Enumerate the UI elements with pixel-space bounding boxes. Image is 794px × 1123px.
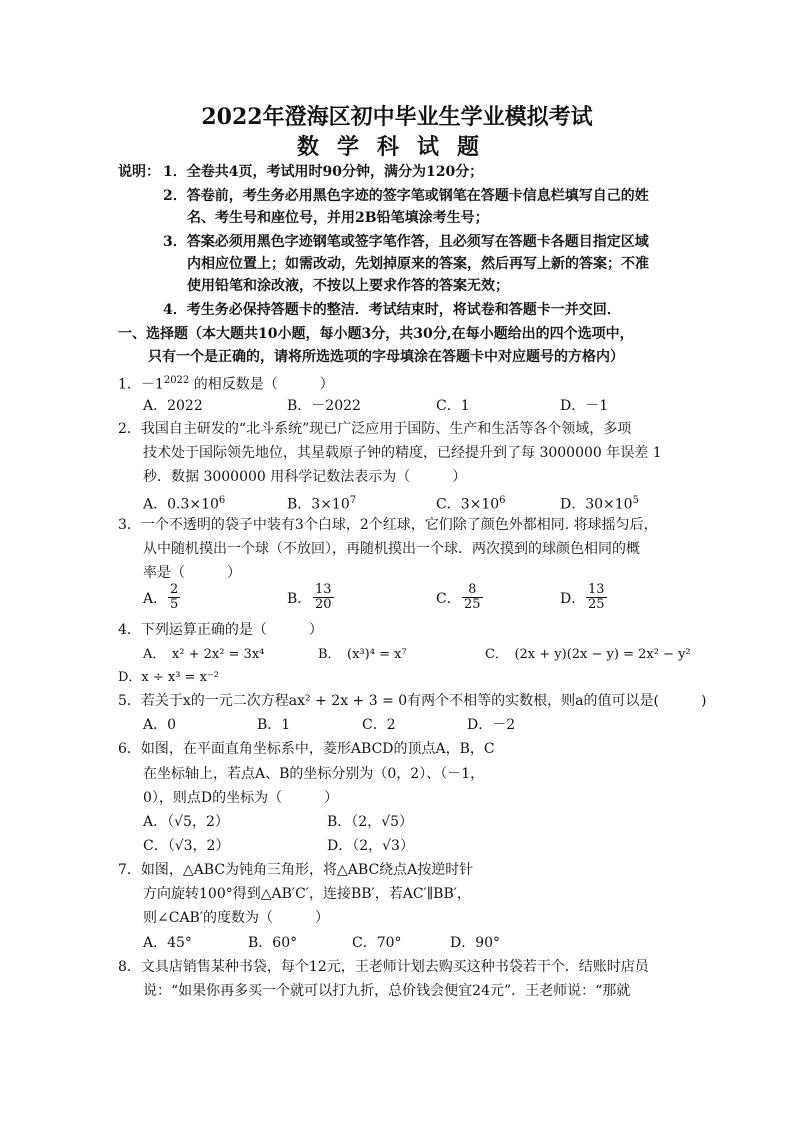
q3-line-1: 3．一个不透明的袋子中装有3个白球，2个红球，它们除了颜色外都相同. 将球摇匀后， xyxy=(118,517,658,533)
q4-option-d: D．x ÷ x³ = x⁻² xyxy=(118,670,220,685)
q2-option-d-base: D．30×10 xyxy=(560,496,633,513)
q7-option-a: A．45° xyxy=(143,935,192,951)
q3-option-d-numerator: 13 xyxy=(588,582,605,597)
exam-title: 2022年澄海区初中毕业生学业模拟考试 xyxy=(201,104,593,130)
q2-option-a-exp: 6 xyxy=(218,495,226,506)
q1-option-c: C．1 xyxy=(436,398,470,414)
q5-option-d: D．－2 xyxy=(467,717,516,733)
q3-option-a-denominator: 5 xyxy=(170,597,179,612)
q5-option-c: C．2 xyxy=(362,717,396,733)
q1-stem-prefix: 1．－1 xyxy=(118,376,164,393)
instruction-2b: 名、考生号和座位号，并用2B铅笔填涂考生号； xyxy=(187,210,489,226)
q6-option-a: A．（√5，2） xyxy=(143,814,229,830)
q3-option-d-fraction xyxy=(586,583,607,612)
q3-line-3: 率是（ ） xyxy=(143,565,241,581)
section-heading-2: 只有一个是正确的，请将所选选项的字母填涂在答题卡中对应题号的方格内） xyxy=(148,349,624,365)
q2-option-c-exp: 6 xyxy=(499,495,506,506)
q3-option-b-denominator: 20 xyxy=(315,597,332,612)
q7-option-b: B．60° xyxy=(248,935,298,951)
q6-option-c: C．（√3，2） xyxy=(143,838,230,854)
q4-stem: 4．下列运算正确的是（ ） xyxy=(118,622,323,638)
q4-option-b: B． (x³)⁴ = x⁷ xyxy=(318,647,407,662)
q6-line-2: 在坐标轴上，若点A、B的坐标分别为（0，2）、（－1， xyxy=(143,766,485,782)
q2-option-b-exp: 7 xyxy=(349,495,357,506)
instruction-2: 2．答卷前，考生务必用黑色字迹的签字笔或钢笔在答题卡信息栏填写自己的姓 xyxy=(163,188,649,204)
q8-line-1: 8．文具店销售某种书袋，每个12元，王老师计划去购买这种书袋若干个．结账时店员 xyxy=(118,959,649,975)
q3-option-a-numerator: 2 xyxy=(170,582,179,597)
q1-stem xyxy=(118,372,334,394)
q3-option-c-denominator: 25 xyxy=(464,597,481,612)
q3-option-c-numerator: 8 xyxy=(468,582,477,597)
q2-option-a xyxy=(143,492,225,514)
q6-option-b: B．（2，√5） xyxy=(327,814,414,830)
q4-option-c: C． (2x + y)(2x − y) = 2x² − y² xyxy=(485,647,691,662)
q6-line-3: 0），则点D的坐标为（ ） xyxy=(143,790,339,806)
q5-option-b: B．1 xyxy=(257,717,291,733)
instructions-label: 说明： xyxy=(118,164,160,180)
instruction-4: 4．考生务必保持答题卡的整洁．考试结束时，将试卷和答题卡一并交回． xyxy=(163,302,621,318)
instruction-3b: 内相应位置上；如需改动，先划掉原来的答案，然后再写上新的答案；不准 xyxy=(187,256,649,272)
section-heading: 一、选择题（本大题共10小题，每小题3分，共30分,在每小题给出的四个选项中， xyxy=(118,326,634,342)
q2-option-a-base: A．0.3×10 xyxy=(143,496,219,513)
q2-option-d xyxy=(560,492,639,514)
q3-option-d-label: D． xyxy=(560,591,586,607)
q5-option-a: A．0 xyxy=(143,717,177,733)
q7-option-c: C．70° xyxy=(352,935,402,951)
q6-line-1: 6．如图，在平面直角坐标系中，菱形ABCD的顶点A，B，C xyxy=(118,741,495,757)
q4-option-a: A． x² + 2x² = 3x⁴ xyxy=(143,647,265,662)
q3-line-2: 从中随机摸出一个球（不放回），再随机摸出一个球．两次摸到的球颜色相同的概 xyxy=(143,541,640,557)
q2-option-d-exp: 5 xyxy=(632,495,639,506)
q5-stem: 5．若关于x的一元二次方程ax² + 2x + 3 = 0有两个不相等的实数根，则a的值可以是( ) xyxy=(118,693,707,709)
q7-option-d: D．90° xyxy=(450,935,501,951)
q3-option-c-label: C． xyxy=(436,591,461,607)
q6-option-d: D．（2，√3） xyxy=(327,838,414,854)
q2-line-2: 技术处于国际领先地位，其星载原子钟的精度，已经提升到了每 3000000 年误差 1 xyxy=(143,445,662,461)
q1-stem-suffix: 的相反数是（ ） xyxy=(189,376,334,393)
q2-option-b-base: B．3×10 xyxy=(287,496,350,513)
q3-option-d-denominator: 25 xyxy=(588,597,605,612)
q3-option-b-fraction xyxy=(313,583,334,612)
q2-line-1: 2．我国自主研发的“北斗系统”现已广泛应用于国防、生产和生活等各个领域，多项 xyxy=(118,421,632,437)
q3-option-b-numerator: 13 xyxy=(315,582,332,597)
instruction-1: 1．全卷共4页，考试用时90分钟，满分为120分； xyxy=(163,164,484,180)
q7-line-1: 7．如图，△ABC为钝角三角形，将△ABC绕点A按逆时针 xyxy=(118,862,474,878)
q3-option-a-label: A． xyxy=(143,591,168,607)
exam-subtitle: 数学科试题 xyxy=(296,134,497,160)
q2-option-c xyxy=(436,492,506,514)
q1-option-a: A．2022 xyxy=(143,398,203,414)
q7-line-2: 方向旋转100°得到△AB′C′，连接BB′，若AC′∥BB′， xyxy=(143,886,471,902)
q2-option-b xyxy=(287,492,356,514)
q3-option-b-label: B． xyxy=(287,591,312,607)
q3-option-c-fraction xyxy=(462,583,483,612)
q2-option-c-base: C．3×10 xyxy=(436,496,500,513)
q1-exponent: 2022 xyxy=(163,375,190,386)
instruction-3: 3．答案必须用黑色字迹钢笔或签字笔作答，且必须写在答题卡各题目指定区域 xyxy=(163,234,649,250)
q1-option-d: D．－1 xyxy=(560,398,609,414)
q3-option-a-fraction xyxy=(168,583,180,612)
q1-option-b: B．－2022 xyxy=(287,398,361,414)
q8-line-2: 说：“如果你再多买一个就可以打九折，总价钱会便宜24元”．王老师说：“那就 xyxy=(143,983,631,999)
q7-line-3: 则∠CAB′的度数为（ ） xyxy=(143,910,330,926)
q2-line-3: 秒．数据 3000000 用科学记数法表示为（ ） xyxy=(143,469,467,485)
instruction-3c: 使用铅笔和涂改液，不按以上要求作答的答案无效； xyxy=(187,278,509,294)
